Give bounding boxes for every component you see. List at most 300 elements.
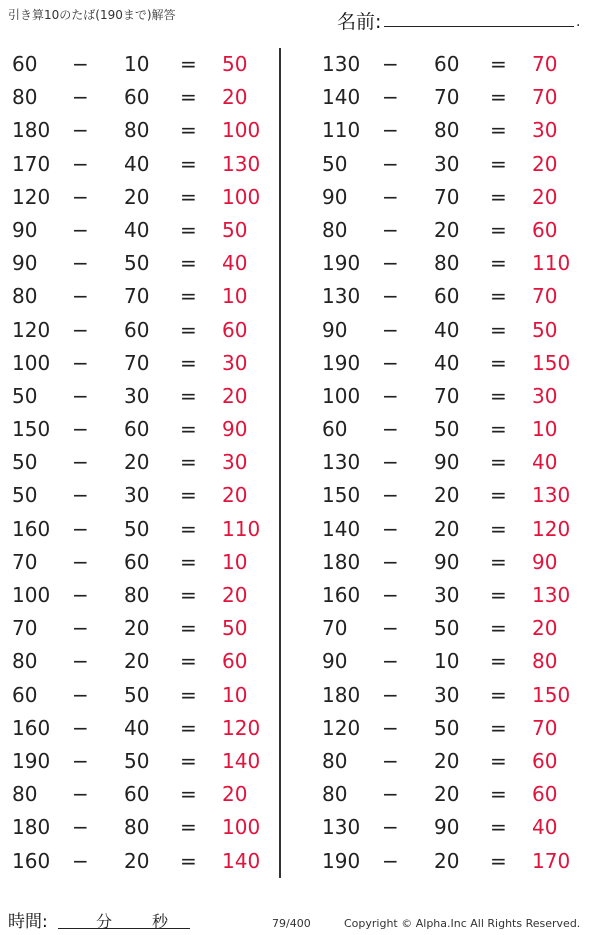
minuend: 60 [322,417,348,442]
answer: 70 [532,284,558,309]
problem-row [0,811,280,844]
minus-sign: − [382,682,399,707]
problem-row [310,413,590,446]
minuend: 50 [322,151,348,176]
equals-sign: = [180,782,197,807]
equals-sign: = [490,417,507,442]
equals-sign: = [490,583,507,607]
minus-sign: − [382,251,399,276]
subtrahend: 10 [434,649,460,674]
problem-row [0,612,280,645]
answer: 30 [222,350,248,375]
equals-sign: = [180,184,197,209]
minus-sign: − [72,52,89,76]
equals-sign: = [490,848,507,873]
answer: 20 [222,85,248,110]
answer: 130 [532,583,571,607]
equals-sign: = [180,383,197,408]
minus-sign: − [72,350,89,375]
minuend: 190 [322,251,361,276]
minuend: 50 [12,383,38,408]
equals-sign: = [180,583,197,607]
minuend: 130 [322,450,361,475]
problem-row [0,645,280,678]
answer: 20 [532,184,558,209]
subtrahend: 20 [434,782,460,807]
minuend: 160 [12,516,51,541]
equals-sign: = [180,151,197,176]
minuend: 80 [12,284,38,309]
problem-row [0,214,280,247]
equals-sign: = [490,251,507,276]
problem-row [0,181,280,214]
subtrahend: 80 [124,583,150,607]
answer: 30 [222,450,248,475]
subtrahend: 50 [124,748,150,773]
answer: 20 [222,782,248,807]
subtrahend: 80 [124,815,150,840]
equals-sign: = [490,649,507,674]
minuend: 80 [12,85,38,110]
answer: 70 [532,52,558,76]
minus-sign: − [72,782,89,807]
answer: 40 [532,450,558,475]
answer: 40 [532,815,558,840]
subtrahend: 60 [434,52,460,76]
answer: 120 [532,516,571,541]
answer: 100 [222,118,261,143]
equals-sign: = [180,85,197,110]
problem-row [310,845,590,878]
minuend: 80 [322,782,348,807]
problem-row [0,347,280,380]
name-dot: . [576,14,581,30]
subtrahend: 90 [434,815,460,840]
answer: 60 [532,748,558,773]
answer: 60 [222,317,248,342]
minuend: 100 [12,350,51,375]
answer: 170 [532,848,571,873]
minuend: 100 [322,383,361,408]
problem-row [310,247,590,280]
answer: 100 [222,815,261,840]
page-number: 79/400 [272,917,311,930]
answer: 150 [532,682,571,707]
subtrahend: 40 [434,317,460,342]
minuend: 160 [12,848,51,873]
subtrahend: 20 [124,184,150,209]
problem-row [0,778,280,811]
problem-row [0,247,280,280]
equals-sign: = [490,549,507,574]
minuend: 100 [12,583,51,607]
minus-sign: − [72,383,89,408]
equals-sign: = [180,715,197,740]
subtrahend: 20 [434,483,460,508]
subtrahend: 20 [124,649,150,674]
answer: 60 [532,782,558,807]
minuend: 120 [12,317,51,342]
subtrahend: 40 [434,350,460,375]
problem-row [0,546,280,579]
equals-sign: = [490,450,507,475]
problem-row [0,513,280,546]
problem-row [310,778,590,811]
equals-sign: = [180,549,197,574]
minuend: 150 [322,483,361,508]
minutes-label: 分 [96,912,113,931]
subtrahend: 70 [434,184,460,209]
equals-sign: = [180,118,197,143]
minus-sign: − [382,616,399,641]
subtrahend: 80 [434,118,460,143]
problem-row [310,114,590,147]
minus-sign: − [72,848,89,873]
problem-row [0,479,280,512]
answer: 10 [532,417,558,442]
minuend: 60 [12,52,38,76]
minus-sign: − [382,118,399,143]
minus-sign: − [382,483,399,508]
minus-sign: − [382,715,399,740]
minuend: 80 [12,782,38,807]
problem-row [0,48,280,81]
minus-sign: − [72,284,89,309]
minuend: 180 [322,549,361,574]
subtrahend: 60 [124,317,150,342]
time-line [58,928,190,929]
answer: 100 [222,184,261,209]
equals-sign: = [180,251,197,276]
subtrahend: 50 [434,417,460,442]
equals-sign: = [180,848,197,873]
minuend: 70 [12,616,38,641]
problem-row [310,280,590,313]
answer: 50 [222,616,248,641]
minus-sign: − [382,815,399,840]
problem-row [0,679,280,712]
equals-sign: = [490,748,507,773]
subtrahend: 20 [434,217,460,242]
problem-row [310,645,590,678]
subtrahend: 60 [124,782,150,807]
left-problem-column [0,48,280,878]
equals-sign: = [180,815,197,840]
problem-row [0,148,280,181]
equals-sign: = [180,217,197,242]
minuend: 50 [12,483,38,508]
minuend: 190 [12,748,51,773]
subtrahend: 60 [124,417,150,442]
minuend: 90 [322,184,348,209]
minus-sign: − [382,782,399,807]
problem-row [0,314,280,347]
column-divider [279,48,281,878]
answer: 60 [222,649,248,674]
subtrahend: 20 [434,516,460,541]
minuend: 180 [12,118,51,143]
problem-row [0,579,280,612]
subtrahend: 30 [434,682,460,707]
equals-sign: = [490,483,507,508]
minus-sign: − [72,715,89,740]
minus-sign: − [72,616,89,641]
minuend: 130 [322,284,361,309]
subtrahend: 50 [434,715,460,740]
minus-sign: − [72,417,89,442]
subtrahend: 70 [434,85,460,110]
answer: 40 [222,251,248,276]
answer: 10 [222,284,248,309]
minus-sign: − [382,516,399,541]
subtrahend: 40 [124,715,150,740]
problem-row [310,214,590,247]
minuend: 180 [322,682,361,707]
subtrahend: 60 [434,284,460,309]
answer: 20 [222,383,248,408]
subtrahend: 50 [124,251,150,276]
equals-sign: = [490,782,507,807]
problem-row [0,745,280,778]
subtrahend: 90 [434,450,460,475]
equals-sign: = [490,815,507,840]
problem-row [0,845,280,878]
equals-sign: = [180,649,197,674]
subtrahend: 30 [434,583,460,607]
equals-sign: = [180,483,197,508]
subtrahend: 70 [124,284,150,309]
minuend: 80 [322,748,348,773]
copyright: Copyright © Alpha.Inc All Rights Reserved. [344,917,581,930]
equals-sign: = [180,317,197,342]
problem-row [310,679,590,712]
problem-row [310,612,590,645]
minus-sign: − [72,748,89,773]
minuend: 80 [322,217,348,242]
subtrahend: 70 [434,383,460,408]
minus-sign: − [72,184,89,209]
subtrahend: 90 [434,549,460,574]
subtrahend: 20 [434,748,460,773]
problem-row [310,380,590,413]
minuend: 140 [322,85,361,110]
answer: 140 [222,848,261,873]
subtrahend: 80 [124,118,150,143]
subtrahend: 60 [124,549,150,574]
equals-sign: = [180,516,197,541]
problem-row [0,712,280,745]
answer: 60 [532,217,558,242]
answer: 20 [532,616,558,641]
minus-sign: − [382,383,399,408]
minuend: 160 [12,715,51,740]
minuend: 90 [322,317,348,342]
minus-sign: − [72,317,89,342]
problem-row [0,446,280,479]
problem-row [310,446,590,479]
answer: 30 [532,118,558,143]
problem-row [0,280,280,313]
minuend: 130 [322,815,361,840]
equals-sign: = [490,616,507,641]
answer: 80 [532,649,558,674]
minus-sign: − [72,217,89,242]
answer: 50 [222,217,248,242]
subtrahend: 20 [434,848,460,873]
answer: 110 [532,251,571,276]
subtrahend: 40 [124,217,150,242]
problem-row [310,48,590,81]
minuend: 90 [322,649,348,674]
minus-sign: − [72,118,89,143]
minus-sign: − [72,251,89,276]
minuend: 140 [322,516,361,541]
minus-sign: − [382,748,399,773]
minuend: 120 [322,715,361,740]
name-line [384,26,574,27]
equals-sign: = [490,383,507,408]
minus-sign: − [382,52,399,76]
minus-sign: − [382,317,399,342]
answer: 10 [222,682,248,707]
problem-row [310,745,590,778]
minus-sign: − [72,549,89,574]
equals-sign: = [180,450,197,475]
equals-sign: = [490,350,507,375]
minus-sign: − [382,151,399,176]
equals-sign: = [490,184,507,209]
equals-sign: = [490,715,507,740]
minuend: 70 [322,616,348,641]
problem-row [310,479,590,512]
minus-sign: − [72,450,89,475]
minus-sign: − [72,85,89,110]
problem-row [310,712,590,745]
answer: 110 [222,516,261,541]
answer: 30 [532,383,558,408]
minuend: 190 [322,350,361,375]
minuend: 190 [322,848,361,873]
equals-sign: = [180,616,197,641]
problem-row [310,513,590,546]
equals-sign: = [490,217,507,242]
subtrahend: 50 [124,682,150,707]
minus-sign: − [382,284,399,309]
answer: 130 [222,151,261,176]
minus-sign: − [382,184,399,209]
answer: 20 [532,151,558,176]
name-label: 名前: [337,11,382,33]
subtrahend: 60 [124,85,150,110]
subtrahend: 30 [434,151,460,176]
minus-sign: − [382,649,399,674]
equals-sign: = [180,284,197,309]
subtrahend: 20 [124,848,150,873]
minuend: 80 [12,649,38,674]
equals-sign: = [490,85,507,110]
equals-sign: = [490,682,507,707]
problem-row [310,811,590,844]
minuend: 180 [12,815,51,840]
minus-sign: − [382,450,399,475]
subtrahend: 20 [124,450,150,475]
subtrahend: 30 [124,483,150,508]
minus-sign: − [382,350,399,375]
minus-sign: − [382,549,399,574]
problem-row [0,114,280,147]
right-problem-column [310,48,590,878]
minuend: 150 [12,417,51,442]
answer: 50 [222,52,248,76]
time-label: 時間: [8,912,48,932]
answer: 50 [532,317,558,342]
answer: 140 [222,748,261,773]
problem-row [310,148,590,181]
minuend: 120 [12,184,51,209]
equals-sign: = [180,350,197,375]
minuend: 90 [12,217,38,242]
answer: 10 [222,549,248,574]
answer: 70 [532,85,558,110]
problem-row [310,81,590,114]
answer: 150 [532,350,571,375]
subtrahend: 50 [434,616,460,641]
answer: 130 [532,483,571,508]
answer: 20 [222,583,248,607]
equals-sign: = [180,52,197,76]
problem-row [0,81,280,114]
seconds-label: 秒 [152,912,169,931]
equals-sign: = [490,284,507,309]
minuend: 60 [12,682,38,707]
minus-sign: − [72,815,89,840]
subtrahend: 80 [434,251,460,276]
problem-row [310,181,590,214]
subtrahend: 40 [124,151,150,176]
equals-sign: = [490,317,507,342]
minus-sign: − [382,848,399,873]
answer: 20 [222,483,248,508]
minuend: 110 [322,118,361,143]
subtrahend: 70 [124,350,150,375]
answer: 120 [222,715,261,740]
minus-sign: − [72,516,89,541]
equals-sign: = [490,151,507,176]
answer: 70 [532,715,558,740]
minus-sign: − [72,682,89,707]
equals-sign: = [490,118,507,143]
minuend: 70 [12,549,38,574]
minus-sign: − [72,483,89,508]
answer: 90 [222,417,248,442]
minus-sign: − [72,649,89,674]
problem-row [310,347,590,380]
minus-sign: − [72,583,89,607]
problem-row [0,380,280,413]
minus-sign: − [72,151,89,176]
problem-row [0,413,280,446]
problem-row [310,546,590,579]
problem-row [310,579,590,612]
equals-sign: = [180,682,197,707]
minuend: 90 [12,251,38,276]
minuend: 50 [12,450,38,475]
equals-sign: = [180,748,197,773]
minus-sign: − [382,583,399,607]
minus-sign: − [382,217,399,242]
subtrahend: 30 [124,383,150,408]
worksheet-title: 引き算10のたば(190まで)解答 [8,8,176,22]
